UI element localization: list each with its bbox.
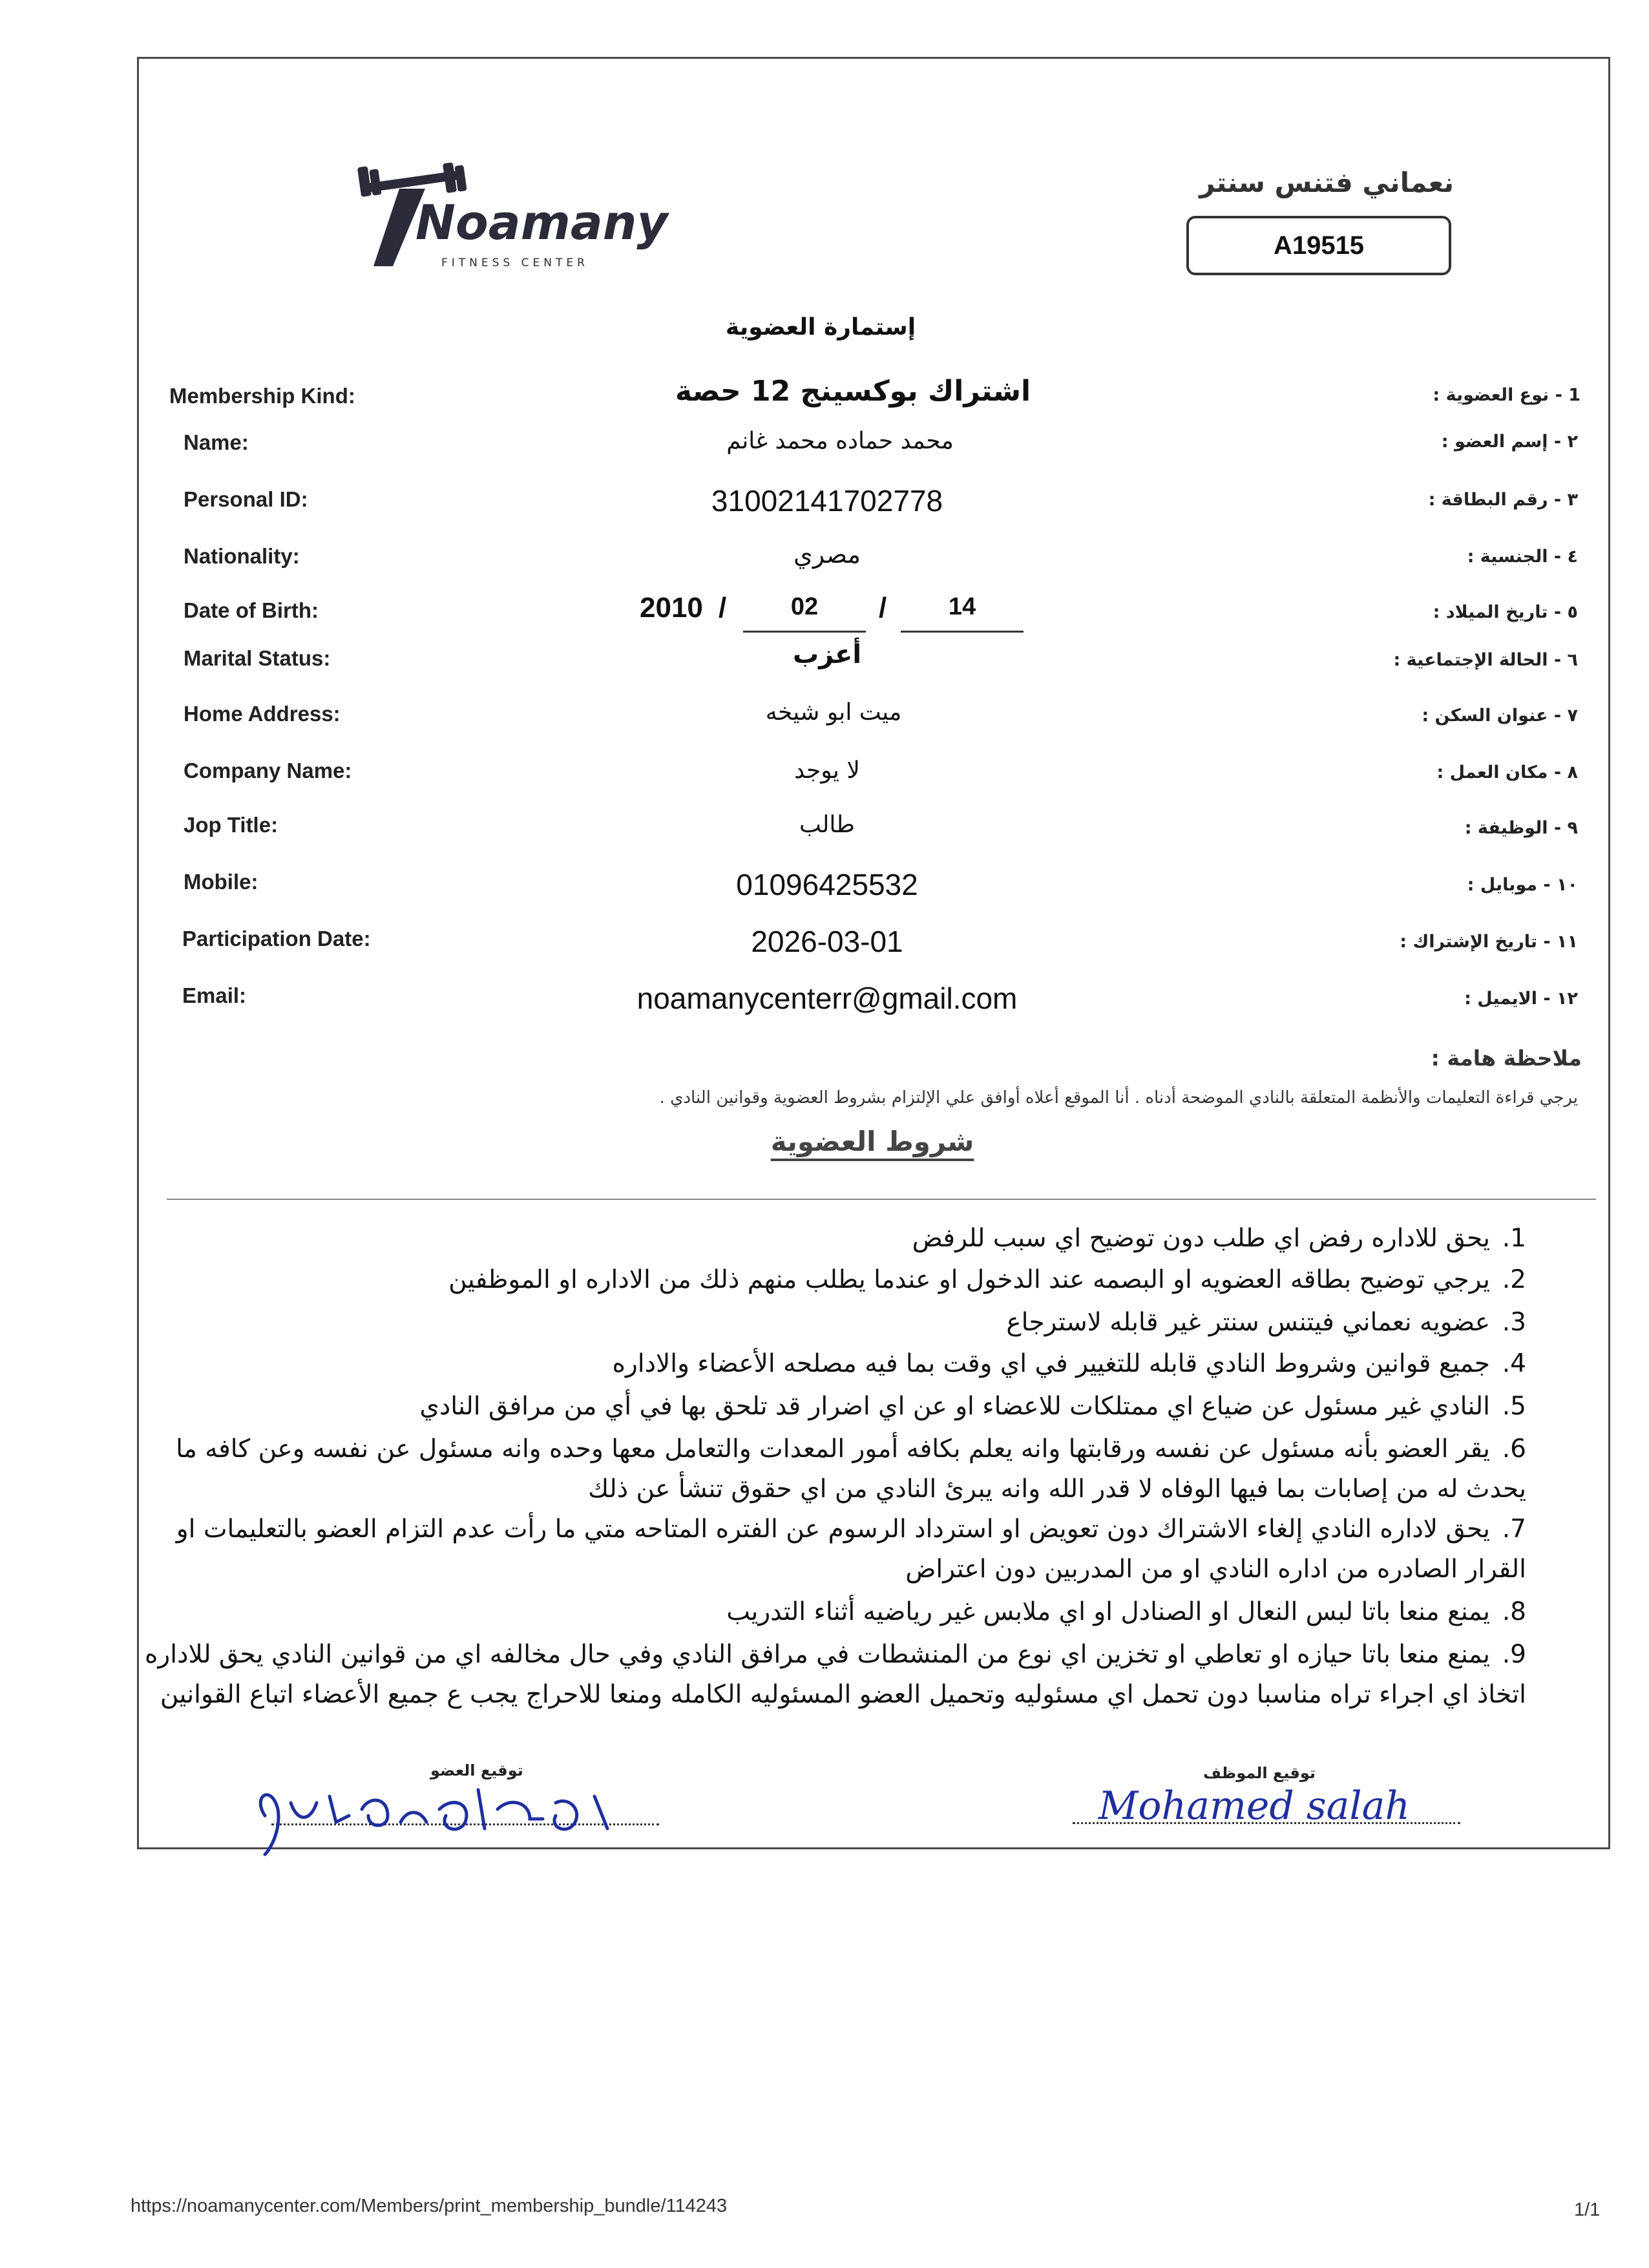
dob-month: 02 <box>743 593 866 633</box>
term-item <box>118 1387 1526 1427</box>
term-text: يحق للاداره رفض اي طلب دون توضيح اي سبب للرفض <box>912 1224 1490 1253</box>
terms-divider <box>167 1199 1596 1200</box>
label-email: Email: <box>182 983 247 1007</box>
term-number: 3. <box>1502 1308 1526 1337</box>
value-company-name: لا يوجد <box>794 757 860 784</box>
value-mobile: 01096425532 <box>736 868 918 901</box>
dob-separator-1: / <box>719 592 727 624</box>
label-ar-job-title: ٩ - الوظيفة : <box>1464 818 1578 838</box>
value-nationality: مصري <box>793 540 861 569</box>
label-home-address: Home Address: <box>184 702 341 726</box>
noamany-logo <box>354 163 668 273</box>
term-text: عضويه نعماني فيتنس سنتر غير قابله لاسترجاع <box>1006 1308 1490 1337</box>
value-job-title: طالب <box>799 812 855 838</box>
label-mobile: Mobile: <box>184 870 258 894</box>
term-number: 8. <box>1502 1597 1526 1626</box>
term-item <box>118 1592 1526 1632</box>
member-signature <box>246 1770 659 1861</box>
value-name: محمد حماده محمد غانم <box>726 428 954 454</box>
label-name: Name: <box>184 430 249 454</box>
label-ar-home-address: ٧ - عنوان السكن : <box>1422 706 1578 726</box>
label-participation-date: Participation Date: <box>182 927 371 950</box>
label-company-name: Company Name: <box>184 759 352 782</box>
term-number: 2. <box>1502 1265 1526 1294</box>
term-item <box>118 1303 1526 1343</box>
value-membership-kind: اشتراك بوكسينج 12 حصة <box>675 375 1031 408</box>
print-url: https://noamanycenter.com/Members/print_membership_bundle/114243 <box>131 2196 728 2216</box>
dob-day: 14 <box>901 593 1024 633</box>
value-participation-date: 2026-03-01 <box>751 925 903 958</box>
club-name-arabic: نعماني فتنس سنتر <box>1199 167 1454 198</box>
term-item <box>118 1219 1526 1259</box>
label-ar-email: ١٢ - الايميل : <box>1464 989 1578 1009</box>
membership-code: A19515 <box>1273 231 1365 260</box>
term-text: يمنع منعا باتا لبس النعال او الصنادل او اي ملابس غير رياضيه أثناء التدريب <box>726 1597 1490 1626</box>
term-text: النادي غير مسئول عن ضياع اي ممتلكات للاعضاء او عن اي اضرار قد تلحق بها في أي من مرافق النادي <box>419 1392 1490 1421</box>
label-job-title: Jop Title: <box>184 813 278 837</box>
term-text: جميع قوانين وشروط النادي قابله للتغيير في اي وقت بما فيه مصلحه الأعضاء والاداره <box>612 1349 1490 1378</box>
dumbbell-logo-icon <box>354 163 668 273</box>
handwritten-signature-icon <box>246 1770 659 1861</box>
logo-subtext: FITNESS CENTER <box>441 257 589 269</box>
label-ar-name: ٢ - إسم العضو : <box>1441 432 1578 452</box>
page-number: 1/1 <box>1574 2200 1601 2220</box>
term-item <box>118 1509 1526 1590</box>
term-item <box>118 1429 1526 1509</box>
value-email: noamanycenterr@gmail.com <box>636 982 1018 1015</box>
employee-signature: Mohamed salah <box>1098 1783 1411 1829</box>
label-ar-personal-id: ٣ - رقم البطاقة : <box>1428 490 1578 510</box>
value-personal-id: 31002141702778 <box>711 484 943 518</box>
member-signature-label: توقيع العضو <box>430 1761 523 1780</box>
label-ar-company-name: ٨ - مكان العمل : <box>1436 762 1578 782</box>
term-item <box>118 1635 1526 1715</box>
employee-signature-label: توقيع الموظف <box>1203 1764 1316 1782</box>
term-number: 4. <box>1502 1349 1526 1378</box>
label-ar-participation-date: ١١ - تاريخ الإشتراك : <box>1400 932 1578 952</box>
term-number: 5. <box>1502 1392 1526 1421</box>
term-number: 7. <box>1502 1515 1526 1544</box>
label-ar-membership-kind: 1 - نوع العضوية : <box>1433 385 1581 405</box>
term-text: يقر العضو بأنه مسئول عن نفسه ورقابتها وانه يعلم بكافه أمور المعدات والتعامل معها وحده وانه مسئول عن نفسه وعن كافه ما يحدث له من إصابات بما فيها الوفاه لا قدر الله وانه يبرئ النادي من اي حقوق تنشأ عن ذلك <box>176 1434 1526 1504</box>
label-ar-date-of-birth: ٥ - تاريخ الميلاد : <box>1433 602 1578 622</box>
label-date-of-birth: Date of Birth: <box>184 598 319 622</box>
value-home-address: ميت ابو شيخه <box>765 699 902 726</box>
label-ar-marital-status: ٦ - الحالة الإجتماعية : <box>1393 650 1578 670</box>
term-text: يرجي توضيح بطاقه العضويه او البصمه عند الدخول او عندما يطلب منهم ذلك من الاداره او الموظفين <box>448 1265 1490 1294</box>
label-marital-status: Marital Status: <box>184 646 331 670</box>
membership-code-box <box>1186 216 1451 275</box>
term-text: يمنع منعا باتا حيازه او تعاطي او تخزين اي نوع من المنشطات في مرافق النادي وفي حال مخالفه اي من قوانين النادي يحق للاداره اتخاذ اي اجراء تراه مناسبا دون تحمل اي مسئوليه وتحميل العضو المسئوليه الكامله ومنعا للاحراج يجب ع جميع الأعضاء اتباع القوانين <box>145 1640 1526 1709</box>
label-ar-nationality: ٤ - الجنسية : <box>1467 547 1578 567</box>
value-marital-status: أعزب <box>792 640 862 669</box>
term-number: 1. <box>1502 1224 1526 1253</box>
logo-wordmark: Noamany <box>415 195 668 251</box>
term-number: 6. <box>1502 1434 1526 1464</box>
dob-year: 2010 <box>640 592 703 624</box>
term-text: يحق لاداره النادي إلغاء الاشتراك دون تعويض او استرداد الرسوم عن الفتره المتاحه متي ما رأت عدم التزام العضو بالتعليمات او القرار الصادره من اداره النادي او من المدربين دون اعتراض <box>176 1515 1526 1584</box>
term-item <box>118 1260 1526 1300</box>
label-membership-kind: Membership Kind: <box>169 384 355 408</box>
term-item <box>118 1344 1526 1384</box>
dob-separator-2: / <box>879 592 887 624</box>
label-ar-mobile: ١٠ - موبايل : <box>1467 875 1578 895</box>
label-personal-id: Personal ID: <box>184 487 308 511</box>
form-title: إستمارة العضوية <box>725 314 916 341</box>
note-text: يرجي قراءة التعليمات والأنظمة المتعلقة بالنادي الموضحة أدناه . أنا الموقع أعلاه أوافق علي الإلتزام بشروط العضوية وقوانين النادي . <box>659 1088 1578 1108</box>
terms-title: شروط العضوية <box>770 1126 974 1157</box>
term-number: 9. <box>1502 1640 1526 1669</box>
note-label: ملاحظة هامة : <box>1431 1045 1582 1071</box>
label-nationality: Nationality: <box>184 544 300 568</box>
